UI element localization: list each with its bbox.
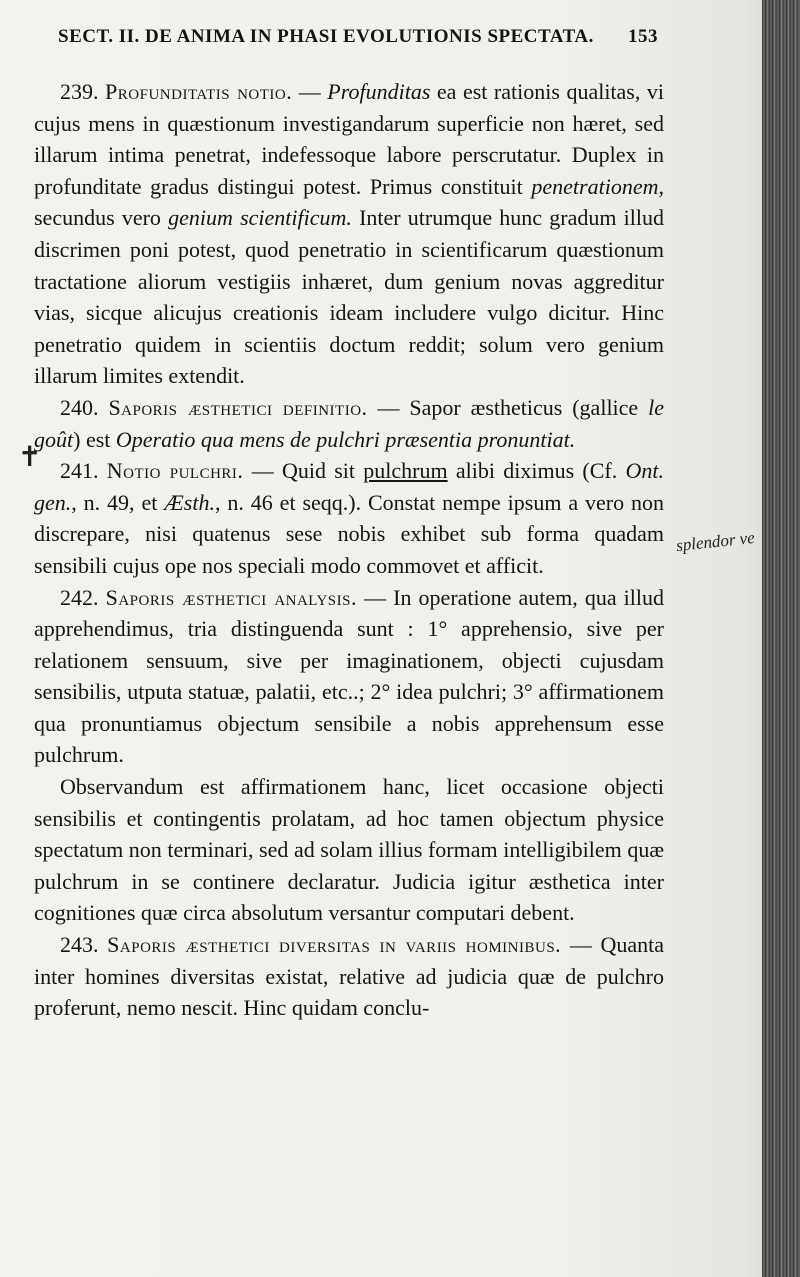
term-genium: genium scientificum. (168, 205, 352, 231)
section-242-paragraph-2: Observandum est affirmationem hanc, licet occasione objecti sensibilis et contingentis prolatam, ad hoc tamen objectum physice spectatum non terminari, sed ad solam illius formam intelligibilem quæ pulchrum in se continere declaratur. Judicia igitur æsthetica inter cognitiones quæ circa absolutum versantur computari debent. (34, 774, 664, 926)
section-243 (34, 929, 664, 1024)
section-heading: Saporis æsthetici analysis. (105, 584, 357, 610)
section-242 (34, 582, 664, 772)
section-239 (34, 76, 664, 392)
text-run: , n. 49, et (71, 489, 165, 515)
text-run: , n. 46 et seqq.). Constat nempe ipsum a vero non discrepare, nisi quatenus sese nobis exhibet sub forma quadam sensibili cujus ope nos speciali modo commovet et afficit. (34, 489, 664, 578)
underlined-pulchrum: pulchrum (363, 458, 448, 484)
section-number: 240. (60, 394, 109, 420)
body-text (34, 76, 664, 1024)
section-number: 239. (60, 79, 106, 104)
section-number: 243. (60, 932, 108, 958)
running-header (58, 26, 658, 48)
margin-handwritten-note: splendor ve (675, 527, 756, 556)
dash: — (292, 79, 328, 104)
text-run: Quanta inter homines diversitas existat, relative ad judicia quæ de pulchro proferunt, nemo nescit. Hinc quidam conclu- (34, 932, 664, 1021)
text-run: Inter utrumque hunc gradum illud discrimen poni potest, quod penetratio in scientificarum quæstionum tractatione aliorum vestigiis inhæret, dum genium novas aggreditur vias, sicque alicujus creationis ideam includere vulgo dicitur. Hinc penetratio quidem in scientiis doctum reddit; solum vero genium illarum limites extendit. (34, 205, 664, 389)
section-240 (34, 392, 664, 455)
page-number: 153 (628, 26, 658, 47)
section-heading: Profunditatis notio. (105, 79, 293, 104)
text-run: Quid sit (281, 458, 364, 484)
running-title: SECT. II. DE ANIMA IN PHASI EVOLUTIONIS SPECTATA. (58, 26, 594, 47)
text-run: secundus vero (34, 205, 169, 231)
definition: Operatio qua mens de pulchri præsentia pronuntiat. (115, 426, 576, 452)
section-heading: Saporis æsthetici diversitas in variis hominibus. (107, 932, 562, 958)
dash: — (243, 458, 282, 484)
text-run: alibi diximus (Cf. (447, 458, 626, 484)
dash: — (357, 584, 394, 610)
section-241 (34, 455, 664, 581)
term-penetrationem: penetrationem, (531, 173, 664, 199)
text-run: Sapor æstheticus (gallice (409, 394, 649, 420)
section-heading: Notio pulchri. (106, 458, 244, 484)
section-number: 242. (60, 584, 106, 610)
ref-esth: Æsth. (164, 489, 215, 515)
dash: — (367, 394, 410, 420)
text-run: ea est rationis qualitas, vi cujus mens in quæstionum investigandarum superficie non hæret, sed illarum intima penetrat, indefessoque labore perscrutatur. Duplex in profunditate gradus distingui potest. Primus constituit (34, 79, 665, 199)
text-run: ) est (73, 426, 116, 452)
dash: — (561, 932, 601, 958)
section-heading: Saporis æsthetici definitio. (108, 394, 368, 420)
margin-cross-mark: ✝ (18, 440, 42, 473)
book-gutter (762, 0, 800, 1277)
ref-ont-gen: Ont. gen. (34, 458, 664, 515)
term-le-gout: le goût (34, 394, 665, 452)
term-profunditas: Profunditas (327, 79, 431, 104)
section-number: 241. (60, 458, 107, 484)
text-run: In operatione autem, qua illud apprehendimus, tria distinguenda sunt : 1° apprehensio, sive per relationem sensuum, sive per imaginationem, objecti cujusdam sensibilis, utputa statuæ, palatii, etc..; 2° idea pulchri; 3° affirmationem qua pronuntiamus objectum sensibile a nobis apprehensum esse pulchrum. (34, 584, 664, 768)
